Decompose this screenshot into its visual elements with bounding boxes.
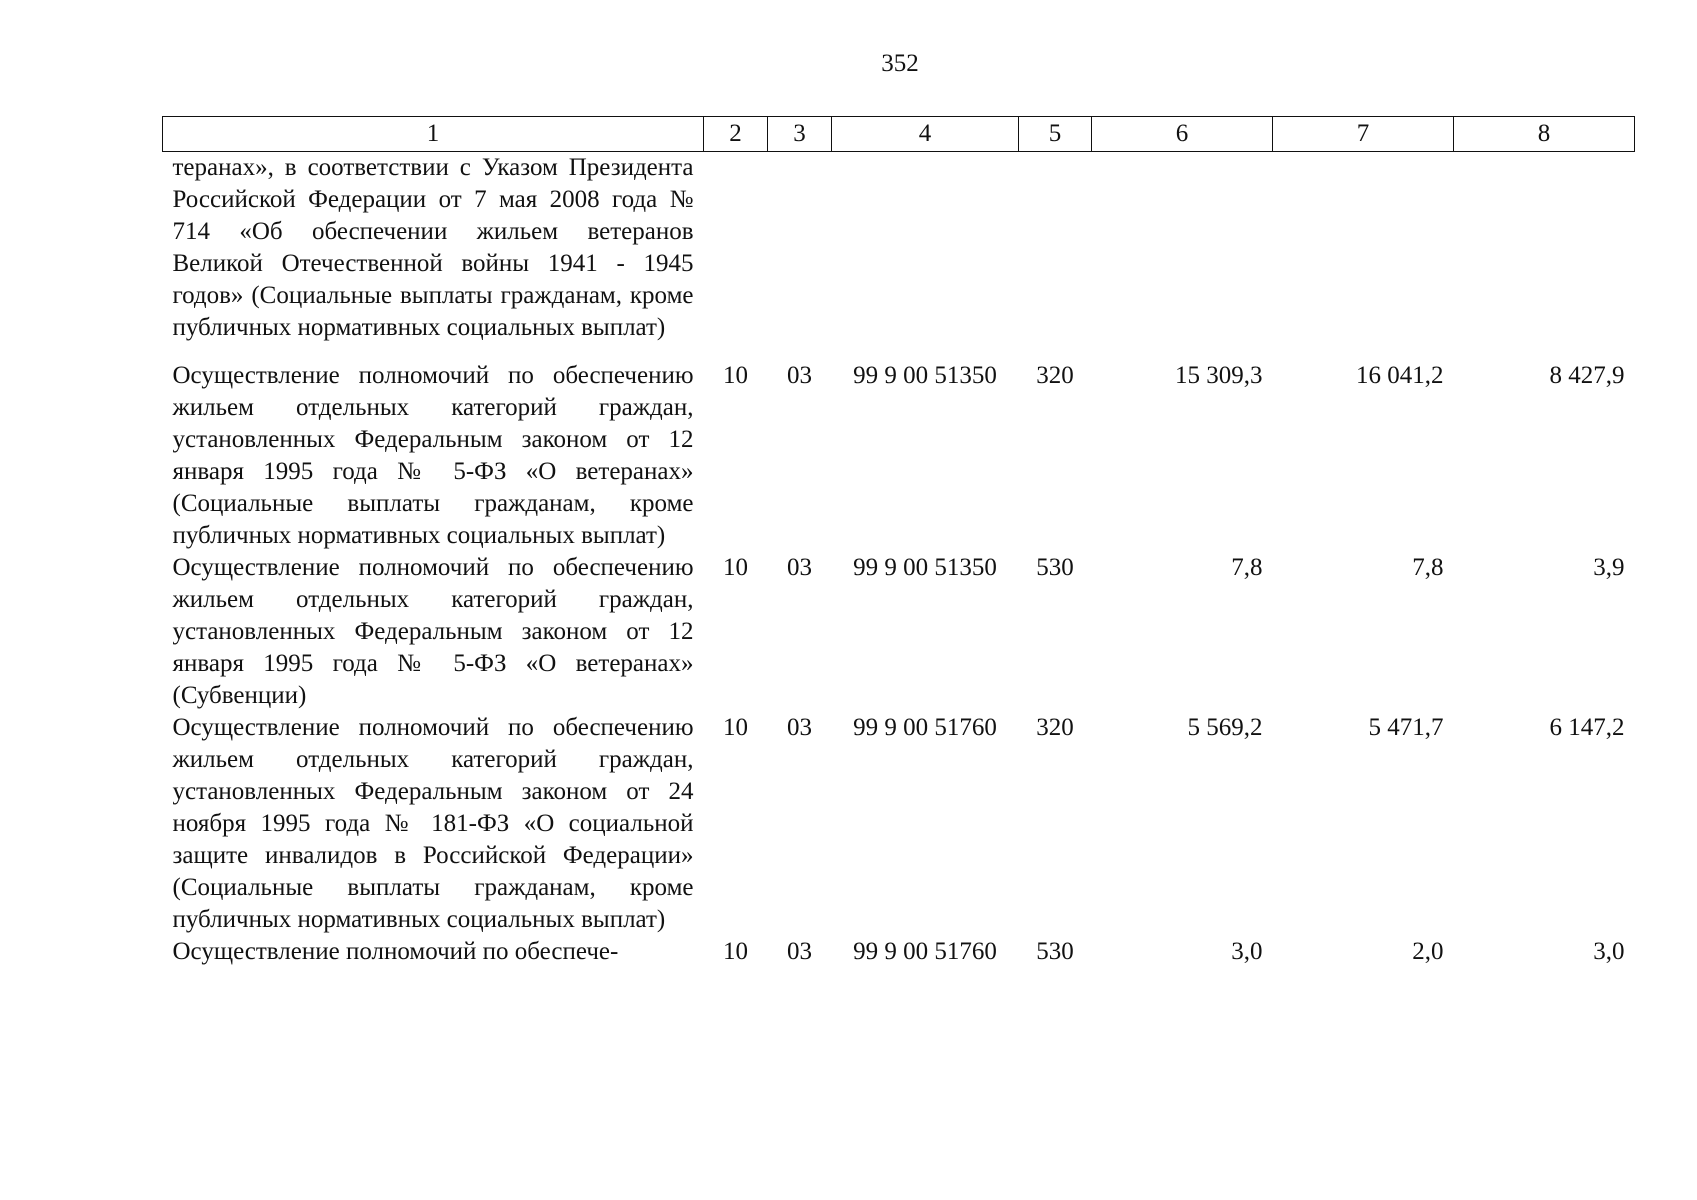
header-col-3: 3 <box>768 117 832 152</box>
header-col-5: 5 <box>1019 117 1092 152</box>
table-row <box>163 352 1635 552</box>
table-body <box>163 152 1635 969</box>
table-header <box>163 117 1635 152</box>
table-row <box>163 712 1635 936</box>
table-row <box>163 552 1635 712</box>
row-description: Осуществление полномочий по обеспечению жильем отдельных категорий граждан, установленных Федеральным законом от 24 ноября 1995 года № 181-ФЗ «О социальной защите инвалидов в Российской Федерации» (Социальные выплаты гражданам, кроме публичных нормативных социальных выплат) <box>172 714 694 933</box>
row-amount-col-6: 7,8 <box>1231 554 1263 581</box>
header-col-8: 8 <box>1454 117 1635 152</box>
row-description: Осуществление полномочий по обеспечению жильем отдельных категорий граждан, установленных Федеральным законом от 12 января 1995 года № 5-ФЗ «О ветеранах» (Социальные выплаты гражданам, кроме публичных нормативных социальных выплат) <box>172 362 694 549</box>
row-target-code: 99 9 00 51760 <box>853 938 997 965</box>
row-description: теранах», в соответствии с Указом Президента Российской Федерации от 7 мая 2008 года № 714 «Об обеспечении жильем ветеранов Великой Отечественной войны 1941 - 1945 годов» (Социальные выплаты гражданам, кроме публичных нормативных социальных выплат) <box>172 154 694 341</box>
row-subsection: 03 <box>787 362 812 389</box>
row-target-code: 99 9 00 51760 <box>853 714 997 741</box>
row-section <box>704 152 768 353</box>
row-amount-col-7: 7,8 <box>1412 554 1444 581</box>
row-subsection: 03 <box>787 938 812 965</box>
row-section: 10 <box>723 714 748 741</box>
header-col-1: 1 <box>163 117 704 152</box>
budget-table <box>162 116 1635 968</box>
row-section: 10 <box>723 938 748 965</box>
header-col-7: 7 <box>1273 117 1454 152</box>
row-amount-col-6: 3,0 <box>1231 938 1263 965</box>
row-section: 10 <box>723 362 748 389</box>
row-amount-col-8: 3,9 <box>1593 554 1625 581</box>
row-amount-col-8: 6 147,2 <box>1549 714 1625 741</box>
row-subsection: 03 <box>787 714 812 741</box>
row-target-code: 99 9 00 51350 <box>853 362 997 389</box>
row-amount-col-7: 2,0 <box>1412 938 1444 965</box>
table-row <box>163 936 1635 968</box>
row-amount-col-7 <box>1273 152 1454 353</box>
row-section: 10 <box>723 554 748 581</box>
row-target-code: 99 9 00 51350 <box>853 554 997 581</box>
row-expense-type <box>1019 152 1092 353</box>
row-description: Осуществление полномочий по обеспече- <box>172 938 619 965</box>
page-number: 352 <box>881 50 919 77</box>
row-amount-col-8 <box>1454 152 1635 353</box>
row-subsection: 03 <box>787 554 812 581</box>
row-amount-col-6: 15 309,3 <box>1175 362 1263 389</box>
row-description: Осуществление полномочий по обеспечению жильем отдельных категорий граждан, установленных Федеральным законом от 12 января 1995 года № 5-ФЗ «О ветеранах» (Субвенции) <box>172 554 694 709</box>
row-amount-col-6: 5 569,2 <box>1187 714 1263 741</box>
header-col-6: 6 <box>1092 117 1273 152</box>
row-amount-col-7: 5 471,7 <box>1368 714 1444 741</box>
header-col-4: 4 <box>832 117 1019 152</box>
header-row <box>163 117 1635 152</box>
row-expense-type: 530 <box>1036 554 1074 581</box>
row-subsection <box>768 152 832 353</box>
row-expense-type: 320 <box>1036 362 1074 389</box>
header-col-2: 2 <box>704 117 768 152</box>
table-row <box>163 152 1635 353</box>
row-amount-col-8: 8 427,9 <box>1549 362 1625 389</box>
row-expense-type: 320 <box>1036 714 1074 741</box>
row-amount-col-7: 16 041,2 <box>1356 362 1444 389</box>
row-amount-col-6 <box>1092 152 1273 353</box>
row-target-code <box>832 152 1019 353</box>
row-expense-type: 530 <box>1036 938 1074 965</box>
row-amount-col-8: 3,0 <box>1593 938 1625 965</box>
